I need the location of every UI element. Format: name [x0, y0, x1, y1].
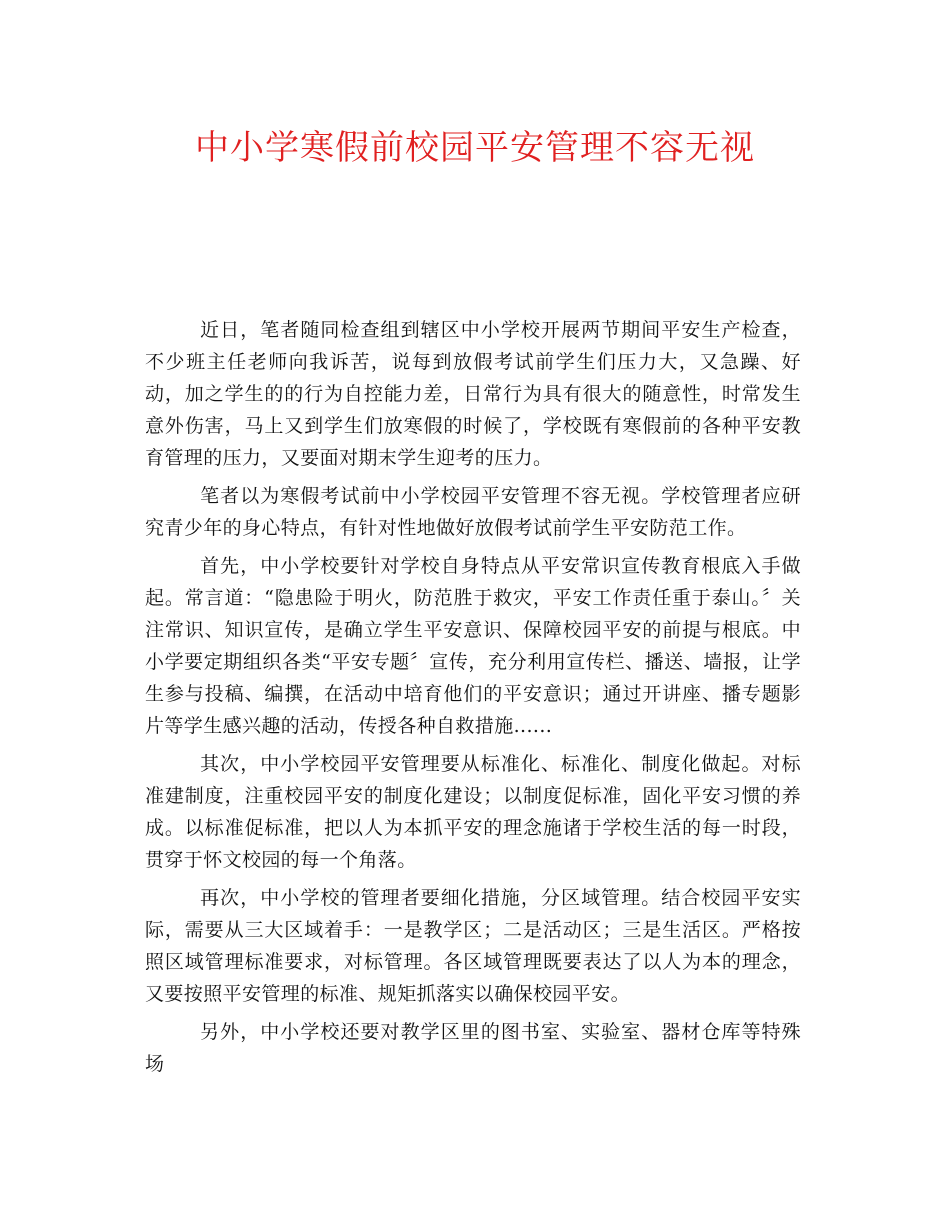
document-title: 中小学寒假前校园平安管理不容无视 — [195, 128, 755, 168]
document-body — [145, 314, 801, 1086]
paragraph-2: 笔者以为寒假考试前中小学校园平安管理不容无视。学校管理者应研究青少年的身心特点，有针对性地做好放假考试前学生平安防范工作。 — [145, 485, 801, 539]
paragraph-1: 近日，笔者随同检查组到辖区中小学校开展两节期间平安生产检查，不少班主任老师向我诉苦，说每到放假考试前学生们压力大，又急躁、好动，加之学生的的行为自控能力差，日常行为具有很大的随意性，时常发生意外伤害，马上又到学生们放寒假的时候了，学校既有寒假前的各种平安教育管理的压力，又要面对期末学生迎考的压力。 — [145, 319, 801, 469]
paragraph-4: 其次，中小学校园平安管理要从标准化、标准化、制度化做起。对标准建制度，注重校园平安的制度化建设；以制度促标准，固化平安习惯的养成。以标准促标准，把以人为本抓平安的理念施诸于学校生活的每一时段，贯穿于怀文校园的每一个角落。 — [145, 753, 801, 871]
paragraph-3: 首先，中小学校要针对学校自身特点从平安常识宣传教育根底入手做起。常言道：“隐患险于明火，防范胜于救灾，平安工作责任重于泰山。〞关注常识、知识宣传，是确立学生平安意识、保障校园平安的前提与根底。中小学要定期组织各类“平安专题〞宣传，充分利用宣传栏、播送、墙报，让学生参与投稿、编撰，在活动中培育他们的平安意识；通过开讲座、播专题影片等学生感兴趣的活动，传授各种自救措施...... — [145, 555, 801, 737]
paragraph-5: 再次，中小学校的管理者要细化措施，分区域管理。结合校园平安实际，需要从三大区域着手：一是教学区；二是活动区；三是生活区。严格按照区域管理标准要求，对标管理。各区域管理既要表达了以人为本的理念，又要按照平安管理的标准、规矩抓落实以确保校园平安。 — [145, 887, 801, 1005]
paragraph-6: 另外，中小学校还要对教学区里的图书室、实验室、器材仓库等特殊场 — [145, 1021, 801, 1075]
